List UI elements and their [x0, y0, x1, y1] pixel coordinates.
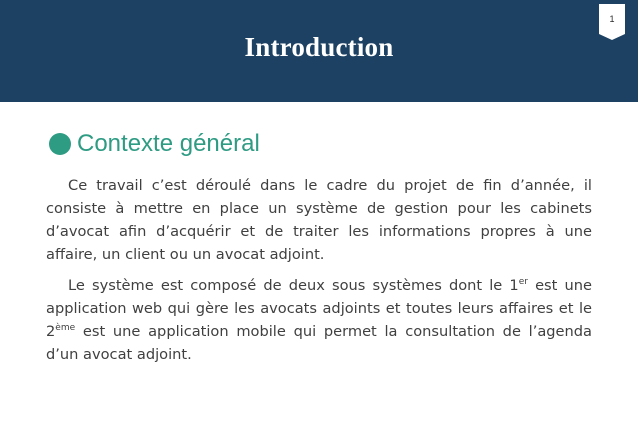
paragraph-2-part-2: est une application web qui gère les avocats adjoints et toutes leurs affaires et le 2: [46, 277, 592, 340]
bullet-icon: [49, 133, 71, 155]
superscript-2: ème: [55, 323, 76, 333]
slide-title: Introduction: [244, 32, 394, 62]
section-heading: [49, 129, 260, 159]
paragraph-2-part-1: Le système est composé de deux sous systèmes dont le 1: [68, 277, 519, 294]
body-text: [46, 174, 592, 374]
page-number: 1: [609, 14, 615, 24]
paragraph-2: [46, 274, 592, 366]
section-title: Contexte général: [77, 130, 260, 157]
superscript-1: er: [518, 277, 528, 287]
paragraph-2-part-3: est une application mobile qui permet la consultation de l’agenda d’un avocat adjoint.: [46, 323, 592, 363]
page-number-badge: [599, 4, 625, 40]
header-bar: [0, 0, 638, 102]
paragraph-1: Ce travail c’est déroulé dans le cadre du projet de fin d’année, il consiste à mettre en place un système de gestion pour les cabinets d’avocat afin d’acquérir et de traiter les informations propres à une affaire, un client ou un avocat adjoint.: [46, 177, 592, 263]
